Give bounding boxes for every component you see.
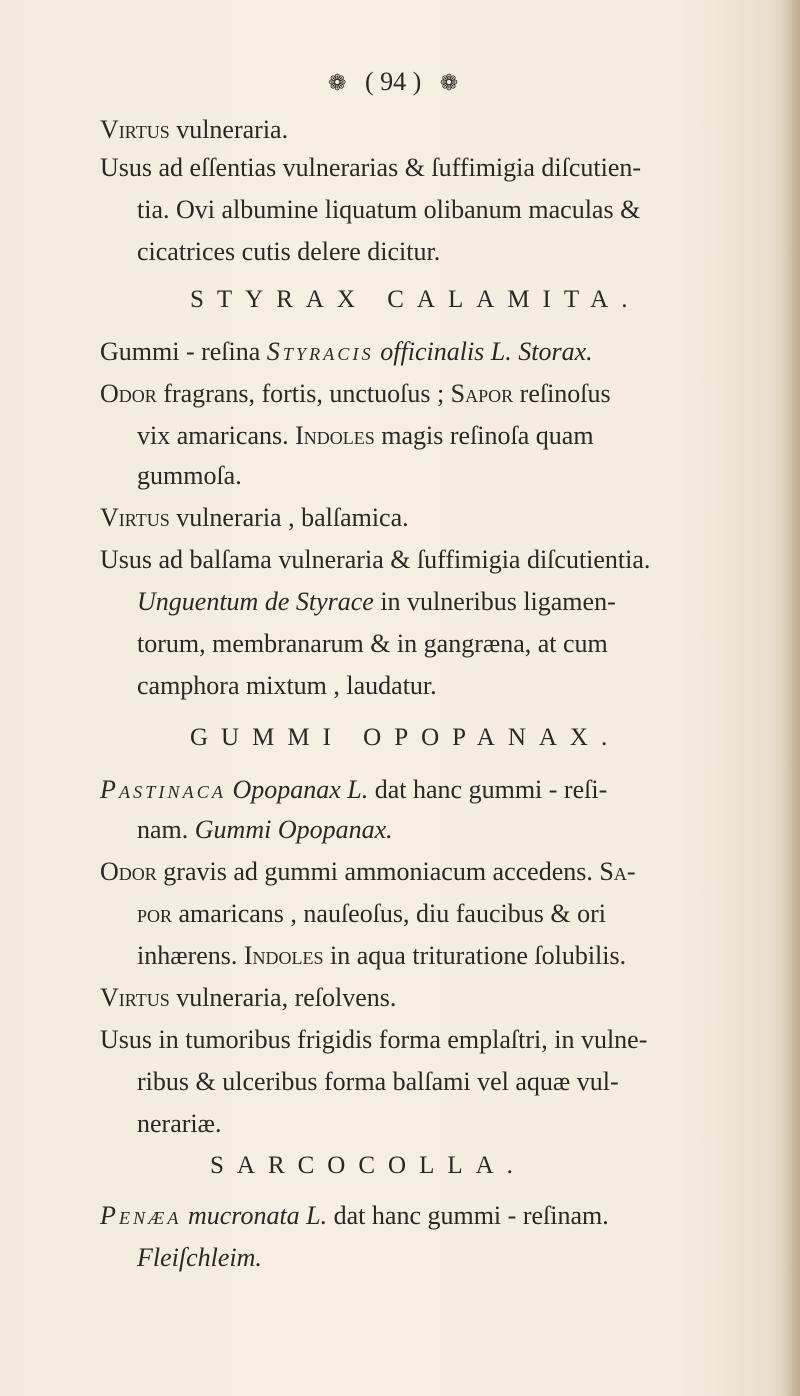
- odor-label: Odor: [100, 857, 157, 886]
- odor-line: [100, 856, 636, 888]
- virtus-label: Virtus: [100, 503, 170, 532]
- section-title-opopanax: GUMMI OPOPANAX.: [190, 724, 621, 751]
- text-fragment: in vulneribus ligamen-: [380, 587, 616, 616]
- usus-line: torum, membranarum & in gangræna, at cum: [137, 629, 608, 658]
- genus-name: Styracis: [266, 337, 374, 366]
- page-header: [316, 66, 470, 99]
- section-title-styrax: STYRAX CALAMITA.: [190, 286, 641, 313]
- text-fragment: vix amaricans.: [137, 421, 289, 450]
- vernacular-name: Fleiſchleim.: [137, 1243, 262, 1272]
- text-fragment: magis reſinoſa quam: [381, 421, 594, 450]
- page-edge-shadow: [782, 0, 800, 1396]
- odor-label: Odor: [100, 379, 157, 408]
- virtus-label: Virtus: [100, 983, 170, 1012]
- source-line: [100, 774, 607, 806]
- usus-line: nerariæ.: [137, 1109, 222, 1138]
- indoles-line: [137, 420, 594, 452]
- text-line: gummoſa.: [137, 461, 242, 490]
- species-name: mucronata L.: [187, 1201, 328, 1230]
- odor-text: fragrans, fortis, unctuoſus ;: [163, 379, 445, 408]
- species-name: officinalis L. Storax.: [380, 337, 593, 366]
- genus-name: Penæa: [100, 1201, 182, 1230]
- virtus-text: vulneraria, reſolvens.: [176, 983, 397, 1012]
- preparation-name: Unguentum de Styrace: [137, 587, 374, 616]
- usus-line: Usus ad eſſentias vulnerarias & ſuffimigia diſcutien-: [100, 153, 642, 182]
- virtus-line: [100, 982, 396, 1014]
- sapor-label: Sapor: [450, 379, 514, 408]
- usus-line: cicatrices cutis delere dicitur.: [137, 237, 441, 266]
- text-fragment: nam.: [137, 815, 189, 844]
- usus-line: [137, 586, 616, 618]
- text-fragment: dat hanc gummi - reſinam.: [333, 1201, 609, 1230]
- sapor-line: [137, 898, 606, 930]
- usus-line: Usus ad balſama vulneraria & ſuffimigia diſcutientia.: [100, 545, 651, 574]
- odor-text: gravis ad gummi ammoniacum accedens.: [163, 857, 593, 886]
- usus-line: ribus & ulceribus forma balſami vel aquæ vul-: [137, 1067, 619, 1096]
- usus-line: tia. Ovi albumine liquatum olibanum maculas &: [137, 195, 641, 224]
- virtus-line: [100, 502, 409, 534]
- section-title-sarcocolla: SARCOCOLLA.: [210, 1152, 526, 1179]
- text-fragment: dat hanc gummi - reſi-: [374, 775, 608, 804]
- text-fragment: inhærens.: [137, 941, 238, 970]
- species-name: Opopanax L.: [232, 775, 369, 804]
- sapor-label: por: [137, 899, 173, 928]
- sapor-text: amaricans , nauſeoſus, diu faucibus & ori: [178, 899, 606, 928]
- virtus-line: [100, 114, 288, 146]
- gummi-resina-line: [100, 336, 593, 368]
- virtus-text: vulneraria , balſamica.: [176, 503, 409, 532]
- page-number: ( 94 ): [364, 67, 422, 96]
- indoles-label: Indoles: [295, 421, 375, 450]
- indoles-label: Indoles: [243, 941, 324, 970]
- ornament-left-icon: ❁: [328, 70, 347, 95]
- usus-line: camphora mixtum , laudatur.: [137, 671, 437, 700]
- sapor-label: Sa-: [599, 857, 636, 886]
- text-fragment: in aqua trituratione ſolubilis.: [330, 941, 627, 970]
- drug-name: Gummi Opopanax.: [194, 815, 393, 844]
- ornament-right-icon: ❁: [439, 70, 459, 95]
- sapor-text: reſinoſus: [519, 379, 611, 408]
- text-line: [137, 814, 393, 846]
- virtus-label: Virtus: [100, 115, 170, 144]
- odor-line: [100, 378, 611, 410]
- virtus-text: vulneraria.: [176, 115, 289, 144]
- indoles-line: [137, 940, 626, 972]
- genus-name: Pastinaca: [100, 775, 226, 804]
- usus-line: Usus in tumoribus frigidis forma emplaſtri, in vulne-: [100, 1025, 648, 1054]
- gummi-prefix: Gummi - reſina: [100, 337, 261, 366]
- source-line: [100, 1200, 609, 1232]
